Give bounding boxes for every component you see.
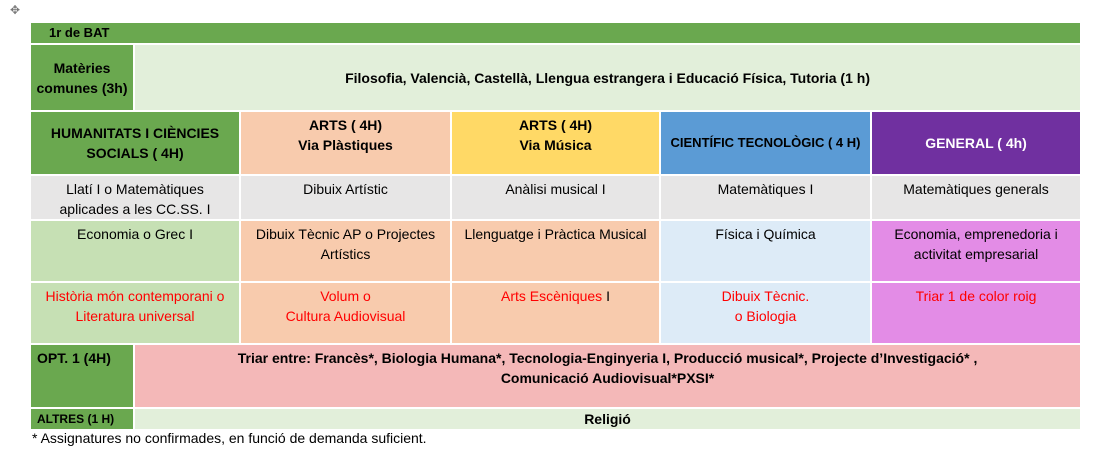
subjects-row-3 [30, 282, 1081, 344]
tracks-header-row [30, 111, 1081, 175]
humanitats-subject-1: Llatí I o Matemàtiques aplicades a les CC.SS. I [30, 175, 240, 220]
footnote: * Assignatures no confirmades, en funció de demanda suficient. [32, 430, 427, 446]
track-arts-musica-title: ARTS ( 4H) [518, 117, 593, 133]
subjects-table [29, 21, 1082, 431]
general-subject-1: Matemàtiques generals [871, 175, 1081, 220]
track-arts-musica-header [451, 111, 660, 175]
optional-label: OPT. 1 (4H) [30, 344, 134, 408]
others-subject: Religió [134, 408, 1081, 430]
others-row [30, 408, 1081, 430]
common-subjects: Filosofia, Valencià, Castellà, Llengua estrangera i Educació Física, Tutoria (1 h) [134, 44, 1081, 111]
track-cientific-header: CIENTÍFIC TECNOLÒGIC ( 4 H) [660, 111, 871, 175]
optional-subjects-line1: Triar entre: Francès*, Biologia Humana*, Tecnologia-Enginyeria I, Producció musical*, Projecte d’Investigació* , [237, 350, 978, 366]
general-subject-3: Triar 1 de color roig [871, 282, 1081, 344]
plastiques-subject-3 [240, 282, 451, 344]
track-arts-plastiques-header [240, 111, 451, 175]
common-label: Matèries comunes (3h) [30, 44, 134, 111]
cientific-subject-1: Matemàtiques I [660, 175, 871, 220]
cientific-subject-3 [660, 282, 871, 344]
musica-subject-1: Anàlisi musical I [451, 175, 660, 220]
plastiques-subject-1: Dibuix Artístic [240, 175, 451, 220]
optional-subjects-line2: Comunicació Audiovisual*PXSI* [500, 370, 715, 386]
plastiques-subject-3-line2: Cultura Audiovisual [285, 308, 406, 324]
course-title: 1r de BAT [30, 22, 1081, 44]
others-label: ALTRES (1 H) [30, 408, 134, 430]
track-arts-plastiques-title: ARTS ( 4H) [308, 117, 383, 133]
humanitats-subject-3: Història món contemporani o Literatura universal [30, 282, 240, 344]
subjects-row-1 [30, 175, 1081, 220]
cientific-subject-2: Física i Química [660, 220, 871, 282]
musica-subject-3 [451, 282, 660, 344]
musica-subject-3-red: Arts Escèniques [501, 288, 603, 304]
humanitats-subject-2: Economia o Grec I [30, 220, 240, 282]
general-subject-2: Economia, emprenedoria i activitat empresarial [871, 220, 1081, 282]
cientific-subject-3-line2: o Biologia [734, 308, 797, 324]
optional-row [30, 344, 1081, 408]
track-arts-plastiques-subtitle: Via Plàstiques [298, 137, 393, 153]
common-row [30, 44, 1081, 111]
header-row [30, 22, 1081, 44]
subjects-row-2 [30, 220, 1081, 282]
plastiques-subject-2: Dibuix Tècnic AP o Projectes Artístics [240, 220, 451, 282]
musica-subject-2: Llenguatge i Pràctica Musical [451, 220, 660, 282]
track-general-header: GENERAL ( 4h) [871, 111, 1081, 175]
track-humanitats-header: HUMANITATS I CIÈNCIES SOCIALS ( 4H) [30, 111, 240, 175]
track-arts-musica-subtitle: Via Música [519, 137, 592, 153]
cientific-subject-3-line1: Dibuix Tècnic. [721, 288, 810, 304]
optional-subjects [134, 344, 1081, 408]
plastiques-subject-3-line1: Volum o [320, 288, 371, 304]
musica-subject-3-suffix: I [602, 288, 610, 304]
table-move-handle-icon[interactable]: ✥ [9, 3, 21, 17]
